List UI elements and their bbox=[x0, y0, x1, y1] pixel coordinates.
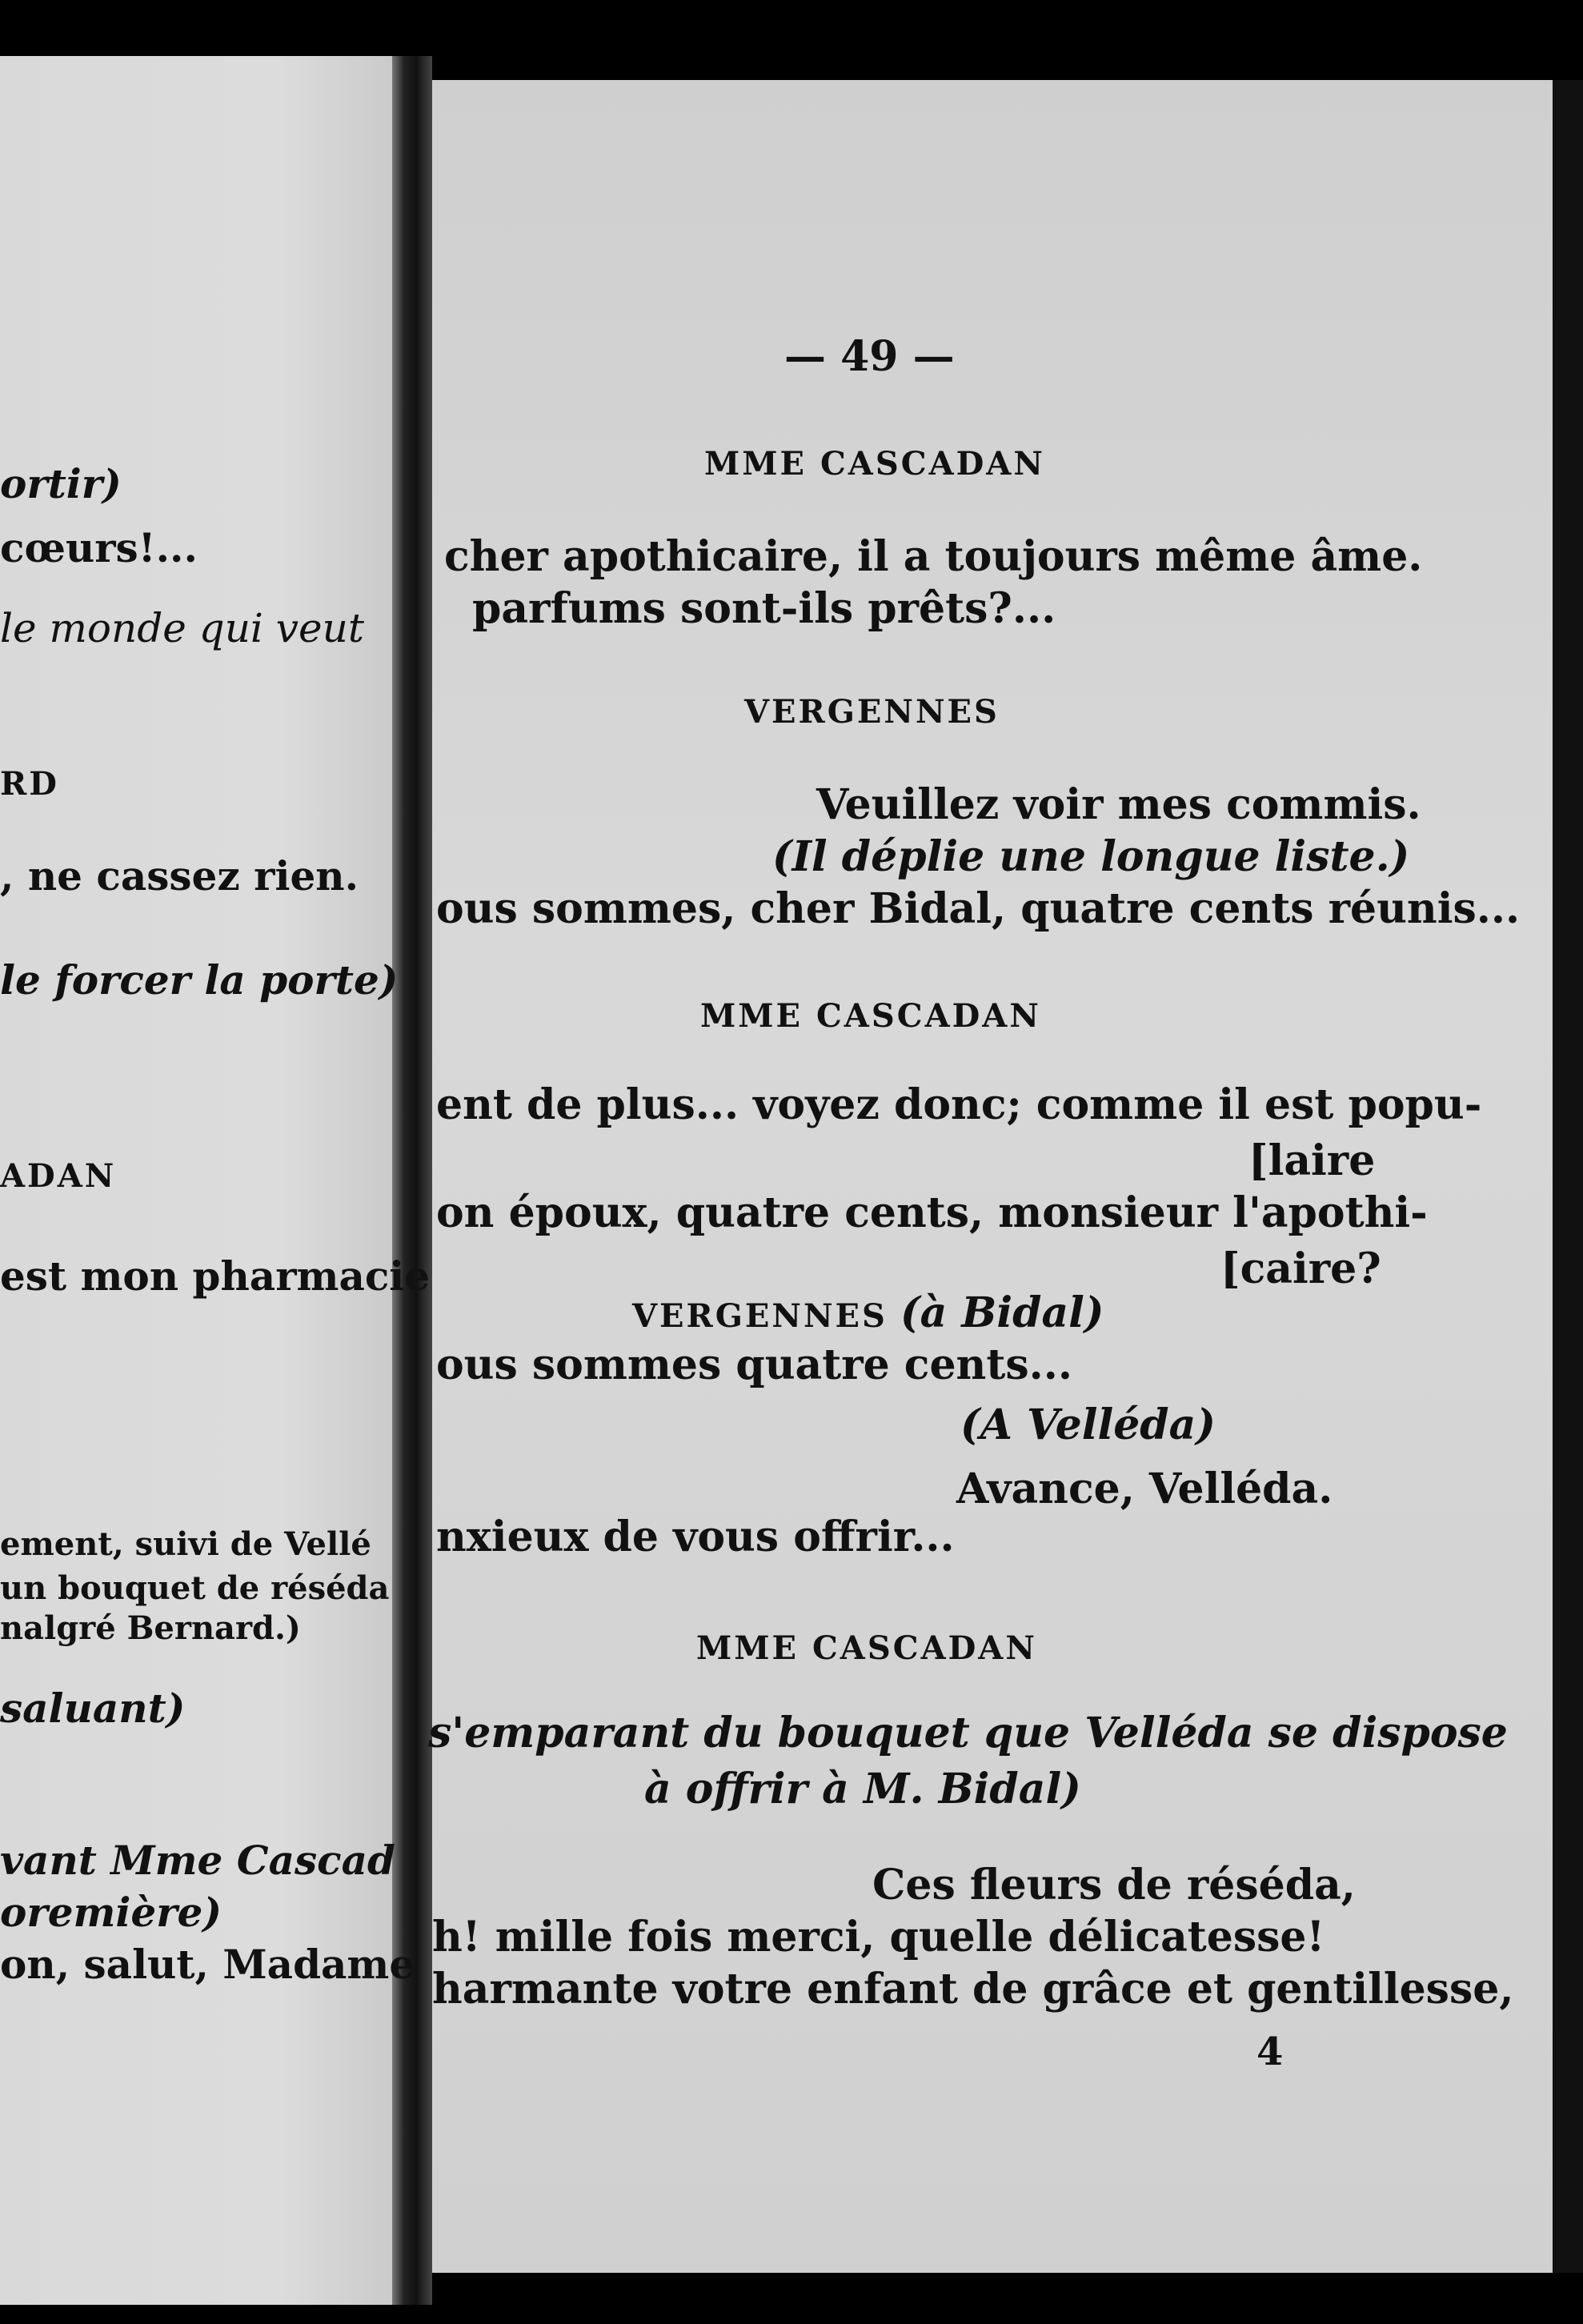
left-line: un bouquet de réséda bbox=[0, 1569, 390, 1607]
stage-direction: (Il déplie une longue liste.) bbox=[772, 832, 1410, 881]
signature-mark: 4 bbox=[1256, 2029, 1284, 2074]
stage-direction: (à Bidal) bbox=[900, 1288, 1104, 1337]
left-line: le forcer la porte) bbox=[0, 956, 399, 1004]
left-line: vant Mme Cascad bbox=[0, 1837, 395, 1884]
verse-line: ous sommes quatre cents... bbox=[436, 1340, 1072, 1389]
verse-line: nxieux de vous offrir... bbox=[436, 1513, 955, 1561]
verse-line: Ces fleurs de réséda, bbox=[872, 1861, 1356, 1909]
stage-direction: à offrir à M. Bidal) bbox=[644, 1765, 1081, 1813]
speaker-name: MME CASCADAN bbox=[704, 445, 1045, 483]
left-speaker: ADAN bbox=[0, 1157, 117, 1195]
verse-line: ous sommes, cher Bidal, quatre cents réunis... bbox=[436, 884, 1521, 933]
speaker-name: VERGENNES bbox=[632, 1297, 888, 1335]
verse-line: harmante votre enfant de grâce et gentillesse, bbox=[432, 1965, 1514, 2013]
page-number: — 49 — bbox=[784, 332, 955, 381]
left-line: saluant) bbox=[0, 1685, 186, 1732]
verse-line: Avance, Velléda. bbox=[956, 1465, 1333, 1513]
page-edge bbox=[1553, 80, 1583, 2273]
verse-line: cher apothicaire, il a toujours même âme. bbox=[444, 532, 1423, 581]
left-speaker: RD bbox=[0, 765, 59, 803]
speaker-name: MME CASCADAN bbox=[696, 1629, 1037, 1667]
left-line: , ne cassez rien. bbox=[0, 852, 359, 900]
verse-line: ent de plus... voyez donc; comme il est popu- bbox=[436, 1080, 1482, 1129]
left-line: ortir) bbox=[0, 460, 122, 507]
left-line: ement, suivi de Vellé bbox=[0, 1525, 371, 1563]
left-line: nalgré Bernard.) bbox=[0, 1609, 301, 1647]
stage-direction: s'emparant du bouquet que Velléda se dispose bbox=[428, 1709, 1508, 1757]
verse-line: Veuillez voir mes commis. bbox=[816, 780, 1421, 829]
verse-line: h! mille fois merci, quelle délicatesse! bbox=[432, 1913, 1325, 1961]
verse-line: [laire bbox=[1248, 1136, 1376, 1185]
left-line: on, salut, Madame bbox=[0, 1941, 415, 1988]
left-line: le monde qui veut bbox=[0, 605, 364, 651]
verse-line: parfums sont-ils prêts?... bbox=[472, 584, 1056, 633]
stage-direction: (A Velléda) bbox=[960, 1400, 1216, 1449]
left-line: cœurs!... bbox=[0, 524, 198, 571]
speaker-name: VERGENNES bbox=[744, 693, 1000, 731]
verse-line: [caire? bbox=[1220, 1244, 1381, 1293]
speaker-name: MME CASCADAN bbox=[700, 997, 1041, 1035]
verse-line: on époux, quatre cents, monsieur l'apothi- bbox=[436, 1188, 1428, 1237]
left-line: est mon pharmacie bbox=[0, 1252, 431, 1300]
left-line: oremière) bbox=[0, 1889, 222, 1936]
